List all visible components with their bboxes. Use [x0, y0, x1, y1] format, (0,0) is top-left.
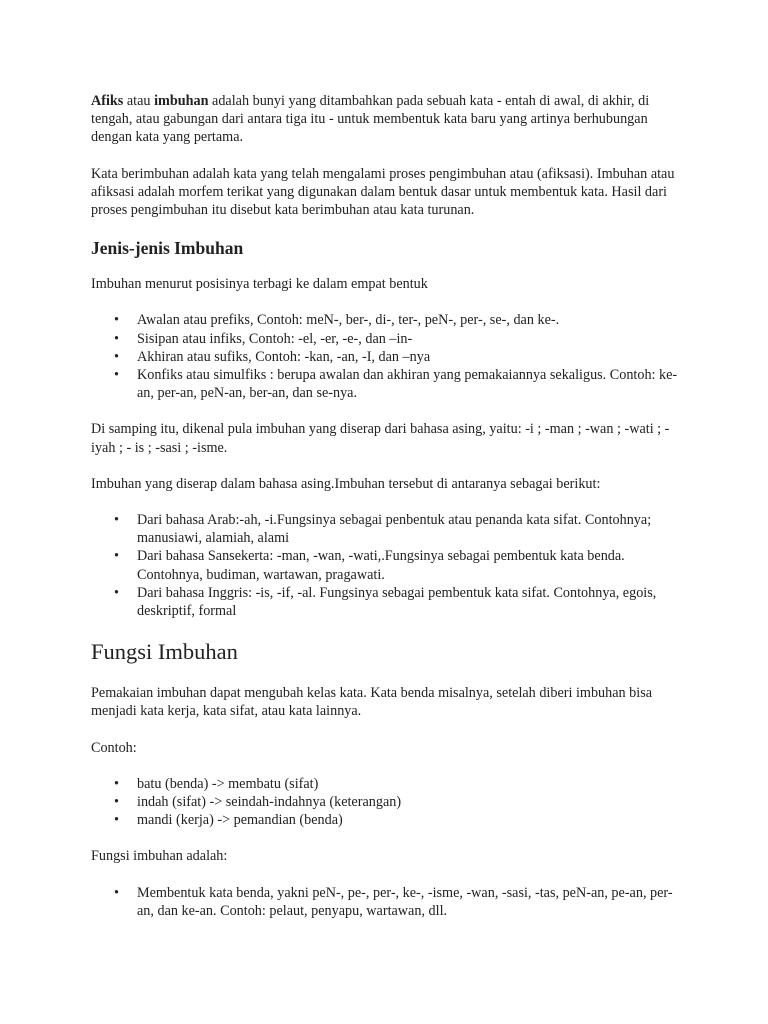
list-item: • indah (sifat) -> seindah-indahnya (keterangan) — [114, 794, 402, 811]
list-item: • Membentuk kata benda, yakni peN-, pe-, per-, ke-, -isme, -wan, -sasi, -tas, peN-an, pe-an, per-an, dan ke-an. Contoh: pelaut, penyapu, wartawan, dll. — [114, 884, 673, 919]
serap-list — [91, 511, 688, 620]
list-item: • batu (benda) -> membatu (sifat) — [114, 775, 319, 792]
intro-conj: atau — [123, 93, 155, 109]
bullet-icon: • — [114, 367, 119, 384]
jenis-list — [91, 311, 688, 402]
bullet-icon: • — [114, 584, 119, 601]
bullet-icon: • — [114, 775, 119, 792]
fungsi-list — [91, 884, 688, 920]
jenis-intro: Imbuhan menurut posisinya terbagi ke dalam empat bentuk — [91, 276, 428, 293]
list-item: • Dari bahasa Inggris: -is, -if, -al. Fungsinya sebagai pembentuk kata sifat. Contohnya, egois, deskriptif, formal — [114, 584, 657, 620]
term-afiks: Afiks — [91, 93, 124, 109]
bullet-icon: • — [114, 794, 119, 811]
fungsi-label: Fungsi imbuhan adalah: — [91, 848, 228, 865]
bullet-icon: • — [114, 348, 119, 365]
heading-fungsi-imbuhan: Fungsi Imbuhan — [91, 639, 238, 665]
bullet-icon: • — [114, 512, 119, 529]
bullet-icon: • — [114, 548, 119, 565]
serap-intro-2: Imbuhan yang diserap dalam bahasa asing.Imbuhan tersebut di antaranya sebagai berikut: — [91, 475, 601, 492]
contoh-list — [91, 775, 688, 830]
term-imbuhan: imbuhan — [154, 93, 209, 109]
fungsi-intro: Pemakaian imbuhan dapat mengubah kelas kata. Kata benda misalnya, setelah diberi imbuhan bisa menjadi kata kerja, kata sifat, atau kata lainnya. — [91, 685, 653, 720]
list-item: • Akhiran atau sufiks, Contoh: -kan, -an, -I, dan –nya — [114, 348, 431, 365]
bullet-icon: • — [114, 312, 119, 329]
list-item: • Dari bahasa Arab:-ah, -i.Fungsinya sebagai penbentuk atau penanda kata sifat. Contohnya; manusiawi, alamiah, alami — [114, 512, 652, 547]
list-item: • Sisipan atau infiks, Contoh: -el, -er, -e-, dan –in- — [114, 330, 413, 347]
list-item: • Dari bahasa Sansekerta: -man, -wan, -wati,.Fungsinya sebagai pembentuk kata benda. Contohnya, budiman, wartawan, pragawati. — [114, 548, 625, 583]
intro-paragraph — [91, 92, 688, 147]
heading-jenis-imbuhan: Jenis-jenis Imbuhan — [91, 238, 244, 259]
list-item: • mandi (kerja) -> pemandian (benda) — [114, 812, 343, 829]
contoh-label: Contoh: — [91, 739, 137, 756]
definition-paragraph: Kata berimbuhan adalah kata yang telah mengalami proses pengimbuhan atau (afiksasi). Imbuhan atau afiksasi adalah morfem terikat yang digunakan dalam bentuk dasar untuk membentuk kata. Hasil dari proses pengimbuhan itu disebut kata berimbuhan atau kata turunan. — [91, 165, 675, 219]
list-item: • Awalan atau prefiks, Contoh: meN-, ber-, di-, ter-, peN-, per-, se-, dan ke-. — [114, 312, 560, 329]
bullet-icon: • — [114, 812, 119, 829]
intro-rest: adalah bunyi yang ditambahkan pada sebuah kata - entah di awal, di akhir, di tengah, atau gabungan dari antara tiga itu - untuk membentuk kata baru yang artinya berhubungan dengan kata yang pertama. — [91, 93, 650, 146]
bullet-icon: • — [114, 884, 119, 901]
serap-intro: Di samping itu, dikenal pula imbuhan yang diserap dari bahasa asing, yaitu: -i ; -man ; -wan ; -wati ; -iyah ; - is ; -sasi ; -isme. — [91, 421, 670, 456]
list-item: • Konfiks atau simulfiks : berupa awalan dan akhiran yang pemakaiannya sekaligus. Contoh: ke-an, per-an, peN-an, ber-an, dan se-nya. — [114, 367, 678, 402]
bullet-icon: • — [114, 330, 119, 347]
